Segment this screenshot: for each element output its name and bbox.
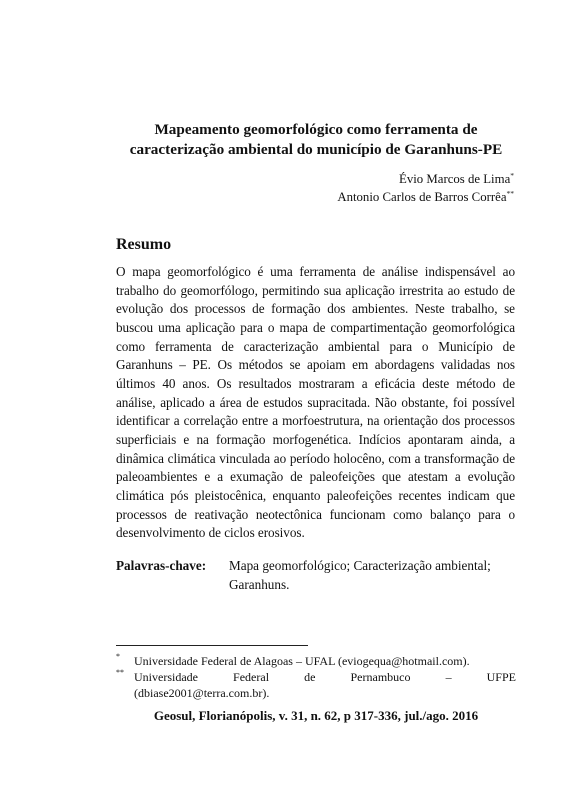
footnote-mark: * [116, 652, 120, 661]
footnote-divider [116, 645, 308, 646]
article-title [116, 120, 516, 160]
author-1 [337, 170, 514, 188]
author-2 [337, 188, 514, 206]
footnote-text: Universidade Federal de Alagoas – UFAL (eviogequa@hotmail.com). [134, 654, 470, 668]
footnote-mark: ** [116, 668, 124, 677]
journal-citation: Geosul, Florianópolis, v. 31, n. 62, p 317-336, jul./ago. 2016 [153, 708, 479, 723]
footnote-2-email: (dbiase2001@terra.com.br). [134, 686, 270, 700]
footnote-text: Universidade Federal de Pernambuco – UFPE [134, 670, 516, 684]
abstract-heading: Resumo [116, 236, 172, 253]
keywords-text: Mapa geomorfológico; Caracterização ambiental; Garanhuns. [229, 558, 491, 592]
author-list [337, 170, 514, 206]
author-name: Antonio Carlos de Barros Corrêa [337, 190, 507, 204]
title-line-2: caracterização ambiental do município de Garanhuns-PE [129, 141, 503, 158]
author-affiliation-mark: * [510, 171, 514, 180]
title-line-1: Mapeamento geomorfológico como ferramenta de [154, 121, 478, 138]
author-name: Évio Marcos de Lima [399, 172, 511, 186]
author-affiliation-mark: ** [506, 189, 514, 198]
abstract-body: O mapa geomorfológico é uma ferramenta de análise indispensável ao trabalho do geomorfólogo, permitindo sua aplicação irrestrita ao estudo de evolução dos processos de formação dos ambientes. Neste trabalho, se buscou uma aplicação para o mapa de compartimentação geomorfológica como ferramenta de caracterização ambiental para o Município de Garanhuns – PE. Os métodos se apoiam em abordagens validadas nos últimos 40 anos. Os resultados mostraram a eficácia deste método de análise, aplicado a área de estudos supracitada. Não obstante, foi possível identificar a correlação entre a morfoestrutura, na orientação dos processos superficiais e na formação morfogenética. Indícios apontaram ainda, a dinâmica climática vinculada ao período holocêno, com a transformação de paleoambientes e a exumação de paleofeições que atestam a evolução climática pós pleistocênica, enquanto paleofeições recentes indicam que processos de reativação neotectônica funcionam como balanço para o desenvolvimento de ciclos erosivos. [116, 264, 515, 541]
keywords-label: Palavras-chave: [116, 558, 207, 573]
